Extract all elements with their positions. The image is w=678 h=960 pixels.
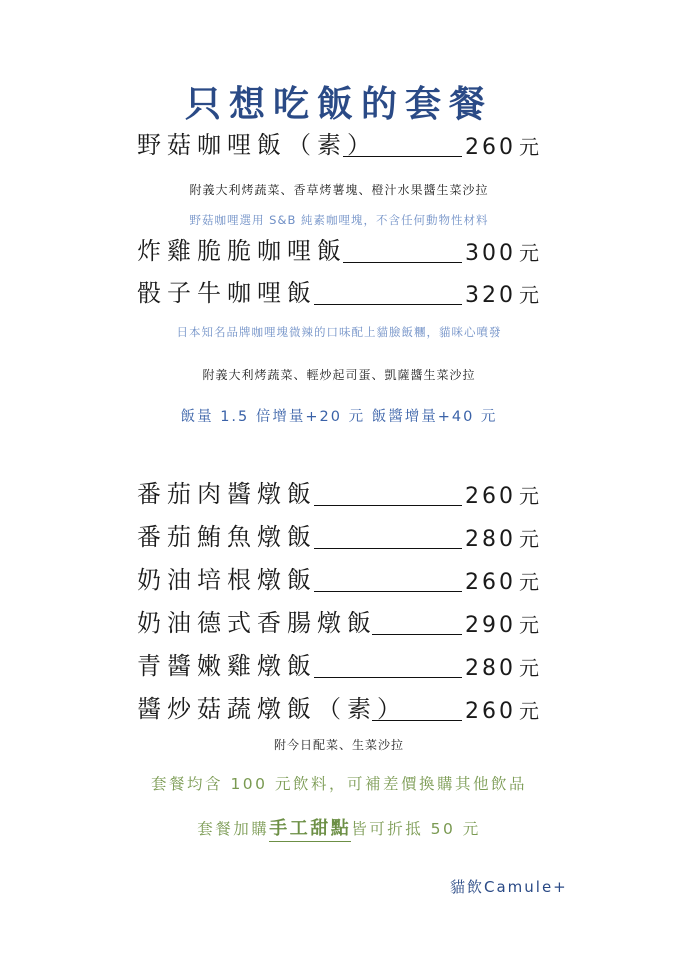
menu-item <box>0 230 678 270</box>
item-price: 290 <box>465 613 516 638</box>
upgrade-note: 飯量 1.5 倍增量+20 元 飯醬增量+40 元 <box>180 409 498 425</box>
curry-vegan-note: 野菇咖哩選用 S&B 純素咖哩塊，不含任何動物性材料 <box>189 213 489 227</box>
menu-item <box>0 559 678 599</box>
item-unit: 元 <box>519 241 539 265</box>
dessert-note <box>0 814 678 840</box>
item-name: 番茄鮪魚燉飯 <box>137 523 317 551</box>
dessert-prefix: 套餐加購 <box>197 820 270 838</box>
item-unit: 元 <box>519 656 539 680</box>
item-unit: 元 <box>519 484 539 508</box>
menu-title: 只想吃飯的套餐 <box>184 84 493 125</box>
price-leader-line <box>372 634 462 635</box>
item-price: 280 <box>465 527 516 552</box>
price-leader-line <box>314 677 462 678</box>
item-unit: 元 <box>519 570 539 594</box>
dessert-highlight: 手工甜點 <box>269 818 351 842</box>
price-leader-line <box>343 262 462 263</box>
item-price: 260 <box>465 135 516 160</box>
shop-signature: 貓飲Camule+ <box>450 878 568 896</box>
item-unit: 元 <box>519 283 539 307</box>
item-name: 奶油培根燉飯 <box>137 566 317 594</box>
menu-item <box>0 645 678 685</box>
side-dishes-note-2: 附義大利烤蔬菜、輕炒起司蛋、凱薩醬生菜沙拉 <box>202 368 476 382</box>
price-leader-line <box>314 304 462 305</box>
dessert-suffix: 皆可折抵 50 元 <box>351 820 481 838</box>
price-leader-line <box>314 548 462 549</box>
price-leader-line <box>343 156 462 157</box>
item-unit: 元 <box>519 699 539 723</box>
item-name: 番茄肉醬燉飯 <box>137 480 317 508</box>
item-price: 300 <box>465 241 516 266</box>
risotto-sides-note: 附今日配菜、生菜沙拉 <box>273 738 404 752</box>
curry-brand-note: 日本知名品牌咖哩塊微辣的口味配上貓臉飯糰，貓咪心噴發 <box>176 325 502 339</box>
item-price: 320 <box>465 283 516 308</box>
price-leader-line <box>314 505 462 506</box>
menu-item <box>0 272 678 312</box>
item-name: 炸雞脆脆咖哩飯 <box>137 237 347 265</box>
item-name: 骰子牛咖哩飯 <box>137 279 317 307</box>
side-dishes-note: 附義大利烤蔬菜、香草烤薯塊、橙汁水果醬生菜沙拉 <box>189 183 489 197</box>
item-name: 醬炒菇蔬燉飯（素） <box>137 695 407 723</box>
item-unit: 元 <box>519 527 539 551</box>
menu-item <box>0 473 678 513</box>
drink-note: 套餐均含 100 元飲料，可補差價換購其他飲品 <box>151 775 527 793</box>
item-unit: 元 <box>519 135 539 159</box>
item-name: 奶油德式香腸燉飯 <box>137 609 377 637</box>
item-price: 260 <box>465 699 516 724</box>
menu-item <box>0 124 678 164</box>
price-leader-line <box>314 591 462 592</box>
item-name: 青醬嫩雞燉飯 <box>137 652 317 680</box>
item-price: 280 <box>465 656 516 681</box>
item-unit: 元 <box>519 613 539 637</box>
menu-item <box>0 602 678 642</box>
menu-item <box>0 688 678 728</box>
menu-item <box>0 516 678 556</box>
item-name: 野菇咖哩飯（素） <box>137 131 377 159</box>
price-leader-line <box>372 720 462 721</box>
item-price: 260 <box>465 484 516 509</box>
item-price: 260 <box>465 570 516 595</box>
